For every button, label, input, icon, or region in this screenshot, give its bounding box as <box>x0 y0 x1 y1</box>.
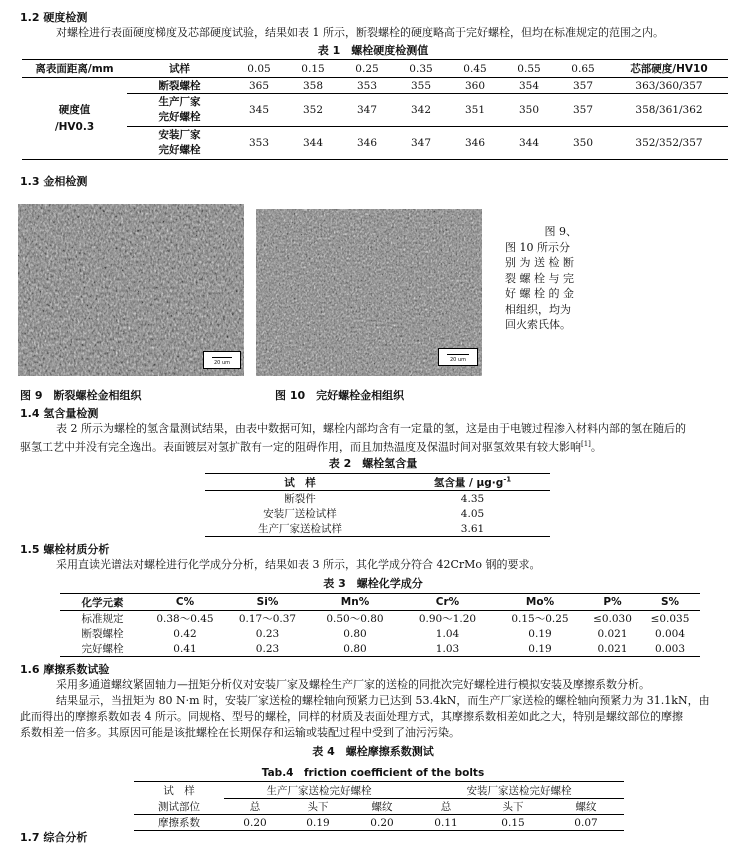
table-row <box>205 521 550 537</box>
citation: [1] <box>581 440 591 448</box>
hydrogen-paragraph-line1: 表 2 所示为螺栓的氢含量测试结果，由表中数据可知，螺栓内部均含有一定量的氢，这是由于电镀过程渗入材料内部的氢在随后的 <box>56 422 686 435</box>
hydrogen-paragraph-end: 。 <box>590 440 602 454</box>
hdr-col: 0.25 <box>355 62 379 75</box>
section-title-summary: 1.7 综合分析 <box>20 831 88 844</box>
row-label: 测试部位 <box>158 800 200 813</box>
side-line: 图 9、 <box>544 225 577 238</box>
cell: 352 <box>302 104 324 116</box>
cell: 4.35 <box>460 492 485 505</box>
hydrogen-paragraph-line2 <box>20 437 602 455</box>
cell: 353 <box>248 137 270 149</box>
cell: 3.61 <box>460 522 485 535</box>
hdr-hydrogen <box>395 474 550 491</box>
cell: 360 <box>464 79 486 92</box>
hdr-col: C% <box>175 596 195 608</box>
section-title-hydrogen: 1.4 氢含量检测 <box>20 407 99 420</box>
side-line: 图 10 所示分 <box>505 240 570 254</box>
cell: 347 <box>410 137 432 149</box>
table1-caption: 表 1 螺栓硬度检测值 <box>317 44 429 57</box>
hdr-group-producer: 生产厂家送检完好螺栓 <box>224 782 414 799</box>
cell: 0.15～0.25 <box>511 613 569 625</box>
cell: ≤0.035 <box>650 612 690 625</box>
hardness-paragraph: 对螺栓进行表面硬度梯度及芯部硬度试验，结果如表 1 所示，断裂螺栓的硬度略高于完好螺栓，但均在标准规定的范围之内。 <box>56 26 664 39</box>
side-line: 回火索氏体。 <box>505 318 571 331</box>
sample-name <box>127 127 232 160</box>
cell: 0.19 <box>306 816 330 829</box>
cell: 0.50～0.80 <box>326 613 384 625</box>
table2-header-row <box>205 474 550 491</box>
table4-header-row <box>134 782 624 799</box>
cell: 353 <box>356 79 378 92</box>
row-label: 摩擦系数 <box>158 817 200 829</box>
cell: 365 <box>248 79 270 92</box>
cell: 完好螺栓 <box>81 643 124 655</box>
cell: 363/360/357 <box>635 79 703 92</box>
cell: 355 <box>410 79 432 92</box>
cell: 生产厂家送检试样 <box>258 523 342 535</box>
side-line: 好 螺 栓 的 金 <box>505 287 574 300</box>
hdr-hydrogen-text: 氢含量 / μg·g <box>433 476 504 489</box>
cell: 安装厂送检试样 <box>263 508 337 520</box>
table-row <box>22 94 728 127</box>
cell: 0.20 <box>370 816 394 829</box>
cell: 0.80 <box>343 627 367 640</box>
section-title-hardness: 1.2 硬度检测 <box>20 11 88 24</box>
hdr-col: Mn% <box>340 596 370 608</box>
hdr-col: P% <box>603 596 622 608</box>
micrograph-fig9 <box>18 204 244 376</box>
table2-caption: 表 2 螺栓氢含量 <box>328 457 418 470</box>
cell: 358 <box>302 79 324 92</box>
sample-name-line1: 生产厂家 <box>158 96 201 108</box>
cell: 断裂件 <box>284 493 316 505</box>
cell: 344 <box>302 137 324 149</box>
hydrogen-paragraph-text: 驱氢工艺中并没有完全逸出。表面镀层对氢扩散有一定的阻碍作用，而且加热温度及保温时间对驱氢效果有较大影响 <box>20 440 581 454</box>
cell: 0.021 <box>597 642 628 655</box>
sample-name-line1: 安装厂家 <box>158 129 201 141</box>
cell: 0.80 <box>343 642 367 655</box>
hdr-core: 芯部硬度/HV10 <box>630 63 708 75</box>
row-label-line2: /HV0.3 <box>54 120 95 133</box>
sample-name <box>127 94 232 127</box>
cell: 0.20 <box>243 816 267 829</box>
table-row <box>22 78 728 94</box>
hdr-col: Cr% <box>435 596 460 608</box>
cell: 0.11 <box>434 816 458 829</box>
friction-table <box>134 781 624 831</box>
cell: 346 <box>356 137 378 149</box>
cell: 350 <box>518 104 540 116</box>
cell: 螺纹 <box>575 801 597 813</box>
cell: 0.23 <box>255 642 280 655</box>
hdr-col: 0.55 <box>517 62 541 75</box>
cell: 1.04 <box>435 627 460 640</box>
table1-header-row <box>22 60 728 78</box>
hdr-sample: 试样 <box>169 63 190 75</box>
cell: 头下 <box>502 801 524 813</box>
cell: 0.07 <box>574 816 598 829</box>
hdr-col: S% <box>660 596 680 608</box>
table-row <box>134 815 624 831</box>
cell: 350 <box>572 137 594 149</box>
side-line: 相组织，均为 <box>505 302 571 316</box>
table-row <box>60 641 700 657</box>
hdr-hydrogen-sup: -1 <box>503 475 512 483</box>
cell: 0.41 <box>173 642 197 655</box>
sample-name-line2: 完好螺栓 <box>158 144 201 156</box>
cell: 总 <box>249 801 261 813</box>
cell: 0.90～1.20 <box>418 613 477 625</box>
cell: 螺纹 <box>371 801 393 813</box>
table-row <box>205 506 550 521</box>
fig10-caption: 图 10 完好螺栓金相组织 <box>275 389 405 402</box>
table3-caption: 表 3 螺栓化学成分 <box>323 577 423 590</box>
cell: 头下 <box>307 801 329 813</box>
chemistry-table <box>60 593 700 657</box>
cell: 0.38～0.45 <box>156 613 214 625</box>
hdr-col: Mo% <box>525 596 555 608</box>
cell: 347 <box>356 104 378 116</box>
hdr-col: 0.45 <box>463 62 487 75</box>
scale-bar <box>203 351 241 369</box>
cell: ≤0.030 <box>593 612 632 625</box>
table4-caption-en: Tab.4 friction coefficient of the bolts <box>261 767 485 779</box>
cell: 0.004 <box>654 627 686 640</box>
cell: 0.19 <box>528 627 552 640</box>
hardness-table <box>22 59 728 160</box>
cell: 0.23 <box>255 627 280 640</box>
friction-paragraph-line4: 系数相差一倍多。其原因可能是该批螺栓在长期保存和运输或装配过程中受到了油污污染。 <box>20 726 460 739</box>
cell: 4.05 <box>460 507 485 520</box>
section-title-metallography: 1.3 金相检测 <box>20 175 88 188</box>
hdr-sample: 试 样 <box>163 784 195 797</box>
section-title-material: 1.5 螺栓材质分析 <box>20 543 110 556</box>
friction-paragraph-line2: 结果显示，当扭矩为 80 N·m 时，安装厂家送检的螺栓轴向预紧力已达到 53.4kN，而生产厂家送检的螺栓轴向预紧力为 31.1kN，由 <box>56 694 710 707</box>
cell: 342 <box>410 104 432 116</box>
cell: 344 <box>518 137 540 149</box>
cell: 标准规定 <box>81 613 124 625</box>
row-label-hardness <box>22 78 127 160</box>
hdr-col: Si% <box>256 596 279 608</box>
hdr-col: 0.15 <box>301 62 325 75</box>
cell: 345 <box>248 104 270 116</box>
sample-name-line2: 完好螺栓 <box>158 111 201 123</box>
table-row <box>205 491 550 507</box>
cell: 0.15 <box>501 816 525 829</box>
cell: 总 <box>440 801 452 813</box>
section-title-friction: 1.6 摩擦系数试验 <box>20 663 110 676</box>
table4-caption: 表 4 螺栓摩擦系数测试 <box>312 745 434 758</box>
table-row <box>60 626 700 641</box>
hdr-element: 化学元素 <box>81 596 124 609</box>
hdr-col: 0.05 <box>247 62 271 75</box>
cell: 357 <box>572 104 594 116</box>
sample-name: 断裂螺栓 <box>158 80 201 92</box>
hdr-sample: 试 样 <box>284 476 316 489</box>
metallography-side-text <box>505 224 577 333</box>
side-line: 裂 螺 栓 与 完 <box>505 271 574 285</box>
cell: 0.42 <box>173 627 197 640</box>
table3-header-row <box>60 594 700 611</box>
cell: 351 <box>464 104 486 116</box>
table-row <box>134 799 624 815</box>
cell: 断裂螺栓 <box>81 628 124 640</box>
cell: 0.17～0.37 <box>238 613 297 625</box>
hdr-col: 0.65 <box>571 62 595 75</box>
cell: 357 <box>572 79 594 92</box>
row-label-line1: 硬度值 <box>58 103 91 116</box>
cell: 0.003 <box>654 642 686 655</box>
cell: 0.19 <box>528 642 552 655</box>
cell: 1.03 <box>435 642 460 655</box>
material-paragraph: 采用直读光谱法对螺栓进行化学成分分析，结果如表 3 所示，其化学成分符合 42CrMo 钢的要求。 <box>56 558 541 571</box>
hydrogen-table <box>205 473 550 537</box>
scale-bar <box>438 348 478 366</box>
hdr-col: 0.35 <box>409 62 433 75</box>
cell: 358/361/362 <box>635 104 703 116</box>
table-row <box>22 127 728 160</box>
scale-label: 20 um <box>450 357 466 363</box>
friction-paragraph-line3: 此而得出的摩擦系数如表 4 所示。同规格、型号的螺栓，同样的材质及表面处理方式，其摩擦系数相差如此之大，特别是螺纹部位的摩擦 <box>20 710 683 723</box>
cell: 346 <box>464 137 486 149</box>
friction-paragraph-line1: 采用多通道螺纹紧固轴力—扭矩分析仪对安装厂家及螺栓生产厂家的送检的同批次完好螺栓进行模拟安装及摩擦系数分析。 <box>56 678 650 691</box>
cell: 352/352/357 <box>635 137 703 149</box>
micrograph-fig10 <box>256 209 482 376</box>
hdr-group-installer: 安装厂家送检完好螺栓 <box>414 782 624 799</box>
fig9-caption: 图 9 断裂螺栓金相组织 <box>20 389 142 402</box>
cell: 354 <box>518 79 540 92</box>
hdr-distance: 离表面距离/mm <box>35 63 114 75</box>
side-line: 别 为 送 检 断 <box>505 256 574 269</box>
cell: 0.021 <box>597 627 628 640</box>
scale-label: 20 um <box>214 360 230 366</box>
table-row <box>60 611 700 627</box>
